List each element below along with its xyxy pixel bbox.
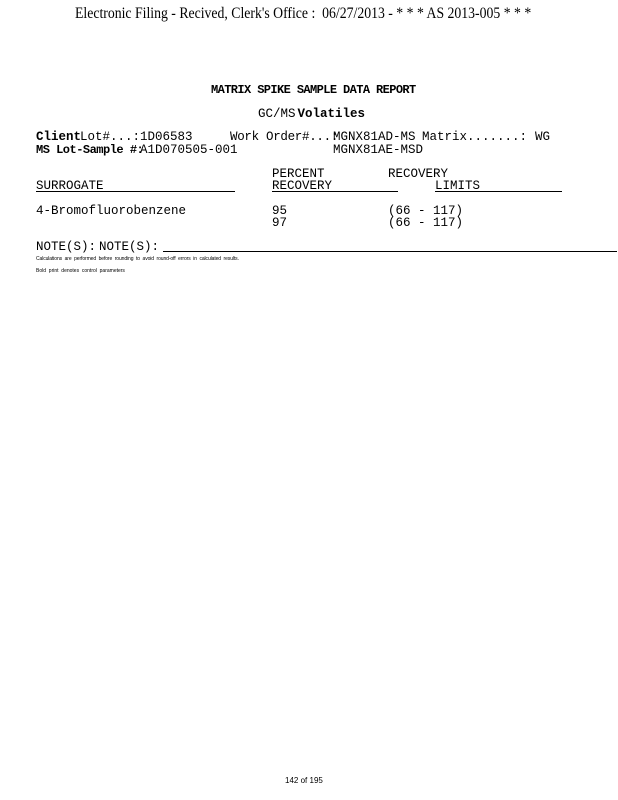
page-number: [285, 776, 323, 785]
lot-value: 1D06583: [140, 130, 193, 144]
report-subtitle: [258, 107, 365, 121]
table-row-limits: (66 - 117): [388, 216, 464, 230]
ms-lot-value: A1D070505-001: [140, 143, 238, 157]
page-of: of: [300, 776, 308, 785]
client-label: Client: [36, 130, 82, 144]
subtitle-bold: Volatiles: [297, 107, 366, 121]
notes-underline: [163, 251, 617, 252]
page-total: 195: [309, 776, 323, 785]
table-row-recovery: 97: [272, 216, 288, 230]
notes-line-2: Bold print denotes control parameters: [36, 268, 125, 274]
work-order-value-1: MGNX81AD-MS: [333, 130, 416, 144]
ms-lot-label: MS Lot-Sample #:: [36, 143, 144, 157]
report-title: MATRIX SPIKE SAMPLE DATA REPORT: [211, 83, 416, 97]
notes-label: NOTE(S):: [36, 240, 97, 254]
matrix-value: WG: [535, 130, 551, 144]
col-percent-top: PERCENT: [272, 167, 325, 181]
col-limits-bottom: LIMITS: [435, 179, 481, 193]
page-current: 142: [285, 776, 299, 785]
notes-line-1: Calculations are performed before rounding to avoid round-off errors in calculated results.: [36, 256, 239, 262]
work-order-value-2: MGNX81AE-MSD: [333, 143, 424, 157]
filing-stamp: Electronic Filing - Recived, Clerk's Office : 06/27/2013 - * * * AS 2013-005 * * *: [75, 5, 532, 22]
percent-underline: [272, 191, 398, 192]
matrix-label: Matrix.......:: [422, 130, 528, 144]
work-order-label: Work Order#...:: [230, 130, 339, 144]
limits-underline: [435, 191, 562, 192]
table-row-limits: (66 - 117): [388, 204, 464, 218]
lot-label: Lot#...:: [80, 130, 141, 144]
surrogate-underline: [36, 191, 235, 192]
col-surrogate: SURROGATE: [36, 179, 104, 193]
col-limits-top: RECOVERY: [388, 167, 449, 181]
table-row-recovery: 95: [272, 204, 288, 218]
table-row-surrogate: 4-Bromofluorobenzene: [36, 204, 187, 218]
col-percent-bottom: RECOVERY: [272, 179, 333, 193]
subtitle-prefix: GC/MS: [258, 107, 296, 121]
notes-label-repeat: NOTE(S):: [99, 240, 160, 254]
